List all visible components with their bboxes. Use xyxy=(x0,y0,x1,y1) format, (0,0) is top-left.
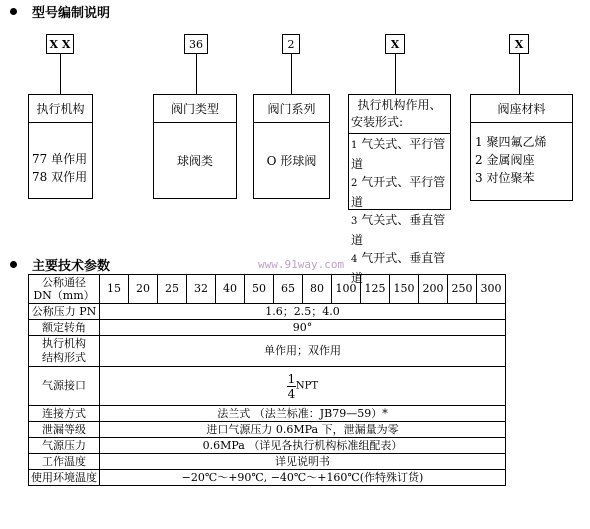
connector-line xyxy=(291,54,292,94)
dn-value: 250 xyxy=(448,275,477,304)
desc-box-valve-series xyxy=(253,94,330,199)
section-bullet xyxy=(10,261,17,268)
table-value: 详见说明书 xyxy=(100,454,506,470)
dn-value: 80 xyxy=(303,275,332,304)
seat-option: 2 金属阀座 xyxy=(475,153,535,167)
code-box-valve-series: 2 xyxy=(282,34,300,54)
section-bullet xyxy=(10,8,17,15)
dn-value: 25 xyxy=(158,275,187,304)
table-row xyxy=(29,406,506,422)
table-value: 1.6；2.5；4.0 xyxy=(100,304,506,320)
actuator-option: 78 双作用 xyxy=(32,170,88,184)
code-box-seat: X xyxy=(509,34,529,54)
section-title-specs: 主要技术参数 xyxy=(32,259,111,274)
connector-line xyxy=(60,54,61,94)
table-row xyxy=(29,320,506,336)
valve-type-value: 球阀类 xyxy=(176,154,213,168)
table-row xyxy=(29,367,506,406)
code-box-valve-type: 36 xyxy=(184,34,208,54)
table-label: 工作温度 xyxy=(29,454,100,470)
table-label: 执行机构 结构形式 xyxy=(29,336,100,367)
table-value: $\frac{1}{4}$ NPT xyxy=(100,367,506,406)
action-option: 4 气开式、垂直管道 xyxy=(351,251,446,285)
table-value: 进口气源压力 0.6MPa 下，泄漏量为零 xyxy=(100,422,506,438)
action-option: 2 气开式、平行管道 xyxy=(351,175,446,209)
dn-value: 65 xyxy=(274,275,303,304)
seat-option: 1 聚四氟乙烯 xyxy=(475,135,547,149)
table-row xyxy=(29,470,506,486)
desc-box-actuator xyxy=(28,94,93,199)
desc-head: 阀门系列 xyxy=(254,95,329,123)
dn-value: 125 xyxy=(361,275,390,304)
code-box-actuator: X X xyxy=(46,34,74,54)
table-label: 气源压力 xyxy=(29,438,100,454)
fraction: $\frac{1}{4}$ xyxy=(287,371,296,401)
table-label: 公称压力 PN xyxy=(29,304,100,320)
dn-value: 200 xyxy=(419,275,448,304)
table-label: 额定转角 xyxy=(29,320,100,336)
dn-value: 40 xyxy=(216,275,245,304)
desc-box-seat xyxy=(470,94,573,201)
table-value: 单作用；双作用 xyxy=(100,336,506,367)
actuator-option: 77 单作用 xyxy=(32,152,88,166)
table-label: 气源接口 xyxy=(29,367,100,406)
dn-value: 20 xyxy=(129,275,158,304)
desc-head: 阀座材料 xyxy=(471,95,572,123)
table-value: 法兰式 （法兰标准：JB79—59）* xyxy=(100,406,506,422)
action-option: 1 气关式、平行管道 xyxy=(351,137,446,171)
seat-option: 3 对位聚苯 xyxy=(475,171,535,185)
spec-table xyxy=(28,274,506,486)
dn-value: 15 xyxy=(100,275,129,304)
dn-value: 32 xyxy=(187,275,216,304)
desc-box-valve-type xyxy=(153,94,237,199)
table-row xyxy=(29,454,506,470)
desc-head: 执行机构 xyxy=(29,95,92,123)
section-title-model: 型号编制说明 xyxy=(32,6,111,21)
table-value: −20℃～+90℃, −40℃～+160℃(作特殊订货) xyxy=(100,470,506,486)
connector-line xyxy=(519,54,520,94)
code-box-action: X xyxy=(385,34,405,54)
dn-value: 100 xyxy=(332,275,361,304)
dn-value: 50 xyxy=(245,275,274,304)
dn-value: 300 xyxy=(477,275,506,304)
watermark: www.91way.com xyxy=(258,258,345,271)
connector-line xyxy=(395,54,396,94)
table-row xyxy=(29,336,506,367)
table-row xyxy=(29,422,506,438)
table-value: 90° xyxy=(100,320,506,336)
table-label: 泄漏等级 xyxy=(29,422,100,438)
connector-line xyxy=(196,54,197,94)
desc-head-line: 安装形式: xyxy=(351,115,404,129)
table-label: 使用环境温度 xyxy=(29,470,100,486)
table-row xyxy=(29,275,506,304)
table-label: 公称通径 DN（mm） xyxy=(29,275,100,304)
table-label: 连接方式 xyxy=(29,406,100,422)
desc-head: 阀门类型 xyxy=(154,95,236,123)
table-row xyxy=(29,438,506,454)
table-row xyxy=(29,304,506,320)
table-value: 0.6MPa （详见各执行机构标准组配表） xyxy=(100,438,506,454)
valve-series-value: O 形球阀 xyxy=(266,154,317,168)
desc-head-line: 执行机构作用、 xyxy=(357,98,442,112)
desc-box-action xyxy=(348,94,451,285)
dn-value: 150 xyxy=(390,275,419,304)
action-option: 3 气关式、垂直管道 xyxy=(351,213,446,247)
